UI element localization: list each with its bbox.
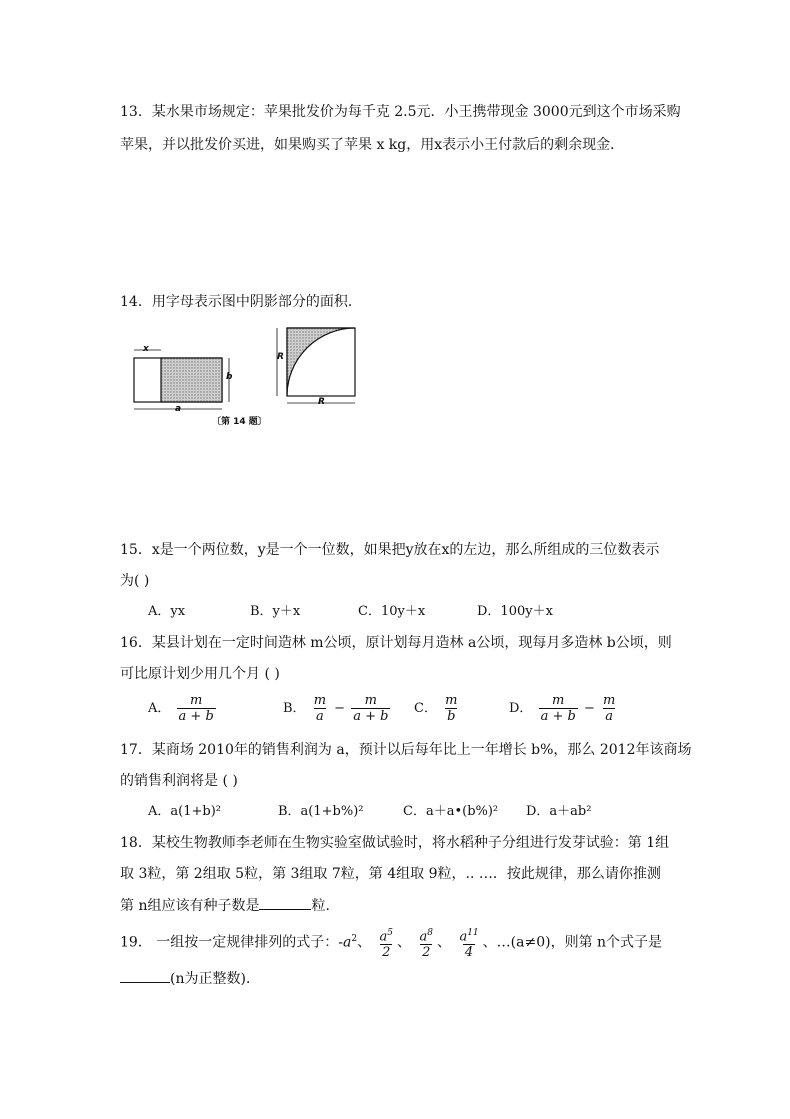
q14-text: 14．用字母表示图中阴影部分的面积． — [120, 294, 362, 310]
q16-option-b: B． $\frac{m}{a}$ − $\frac{m}{a + b}$ — [283, 693, 389, 724]
q15-line2: 为( ) — [120, 573, 150, 589]
q18-line3: 第 n组应该有种子数是 粒． — [120, 895, 339, 916]
q17-option-d: D．a＋ab² — [526, 804, 592, 819]
q18-answer-blank — [259, 895, 311, 910]
q14-shaded-corner — [287, 328, 355, 396]
q16-line1: 16．某县计划在一定时间造林 m公顷，原计划每月造林 a公顷，现每月多造林 b公顷，则 — [120, 635, 672, 651]
q19-answer-blank — [120, 968, 170, 983]
q16-line2: 可比原计划少用几个月 ( ) — [120, 666, 280, 682]
q19-line2: (n为正整数)． — [120, 968, 260, 989]
q17-option-b: B．a(1+b%)² — [278, 804, 364, 819]
q14-label-a: a — [175, 404, 182, 414]
q13-line2: 苹果，并以批发价买进，如果购买了苹果 x kg，用x表示小王付款后的剩余现金． — [120, 137, 625, 153]
q17-line2: 的销售利润将是 ( ) — [120, 773, 238, 789]
q14-caption: 〔第 14 题〕 — [212, 417, 267, 427]
q15-line1: 15．x是一个两位数，y是一个一位数，如果把y放在x的左边，那么所组成的三位数表示 — [120, 542, 660, 558]
q14-label-r-side: R — [277, 352, 284, 362]
q16-option-d: D． $\frac{m}{a + b}$ − $\frac{m}{a}$ — [509, 693, 616, 724]
q19-line1: 19． 一组按一定规律排列的式子：$-a^2$、 $\frac{a^5}{2}$ 、 $\frac{a^8}{2}$ 、 $\frac{a^{11}}{4}$ 、…(a≠0)，则第 n个式子是 — [120, 927, 663, 960]
q17-option-a: A．a(1+b)² — [148, 804, 221, 819]
q18-line1: 18．某校生物教师李老师在生物实验室做试验时，将水稻种子分组进行发芽试验：第 1组 — [120, 835, 670, 851]
q17-line1: 17．某商场 2010年的销售利润为 a，预计以后每年比上一年增长 b%，那么 2012年该商场 — [120, 742, 692, 758]
q16-option-a: A． $\frac{m}{a + b}$ — [148, 693, 214, 724]
q14-label-b: b — [226, 372, 233, 382]
q17-option-c: C．a＋a•(b%)² — [403, 804, 499, 819]
q15-option-d: D．100y＋x — [477, 604, 553, 619]
q15-option-b: B．y＋x — [250, 604, 301, 619]
q16-option-c: C． $\frac{m}{b}$ — [414, 693, 458, 724]
q14-label-x: x — [143, 344, 149, 354]
q14-shaded-rectangle — [161, 358, 222, 402]
q15-option-a: A．yx — [148, 604, 186, 619]
q18-line2: 取 3粒，第 2组取 5粒，第 3组取 7粒，第 4组取 9粒，.. …．按此规律，那么请你推测 — [120, 866, 661, 882]
q13-line1: 13．某水果市场规定：苹果批发价为每千克 2.5元．小王携带现金 3000元到这个市场采购 — [120, 104, 681, 120]
q15-option-c: C．10y＋x — [358, 604, 426, 619]
q14-label-r-bottom: R — [318, 397, 325, 407]
